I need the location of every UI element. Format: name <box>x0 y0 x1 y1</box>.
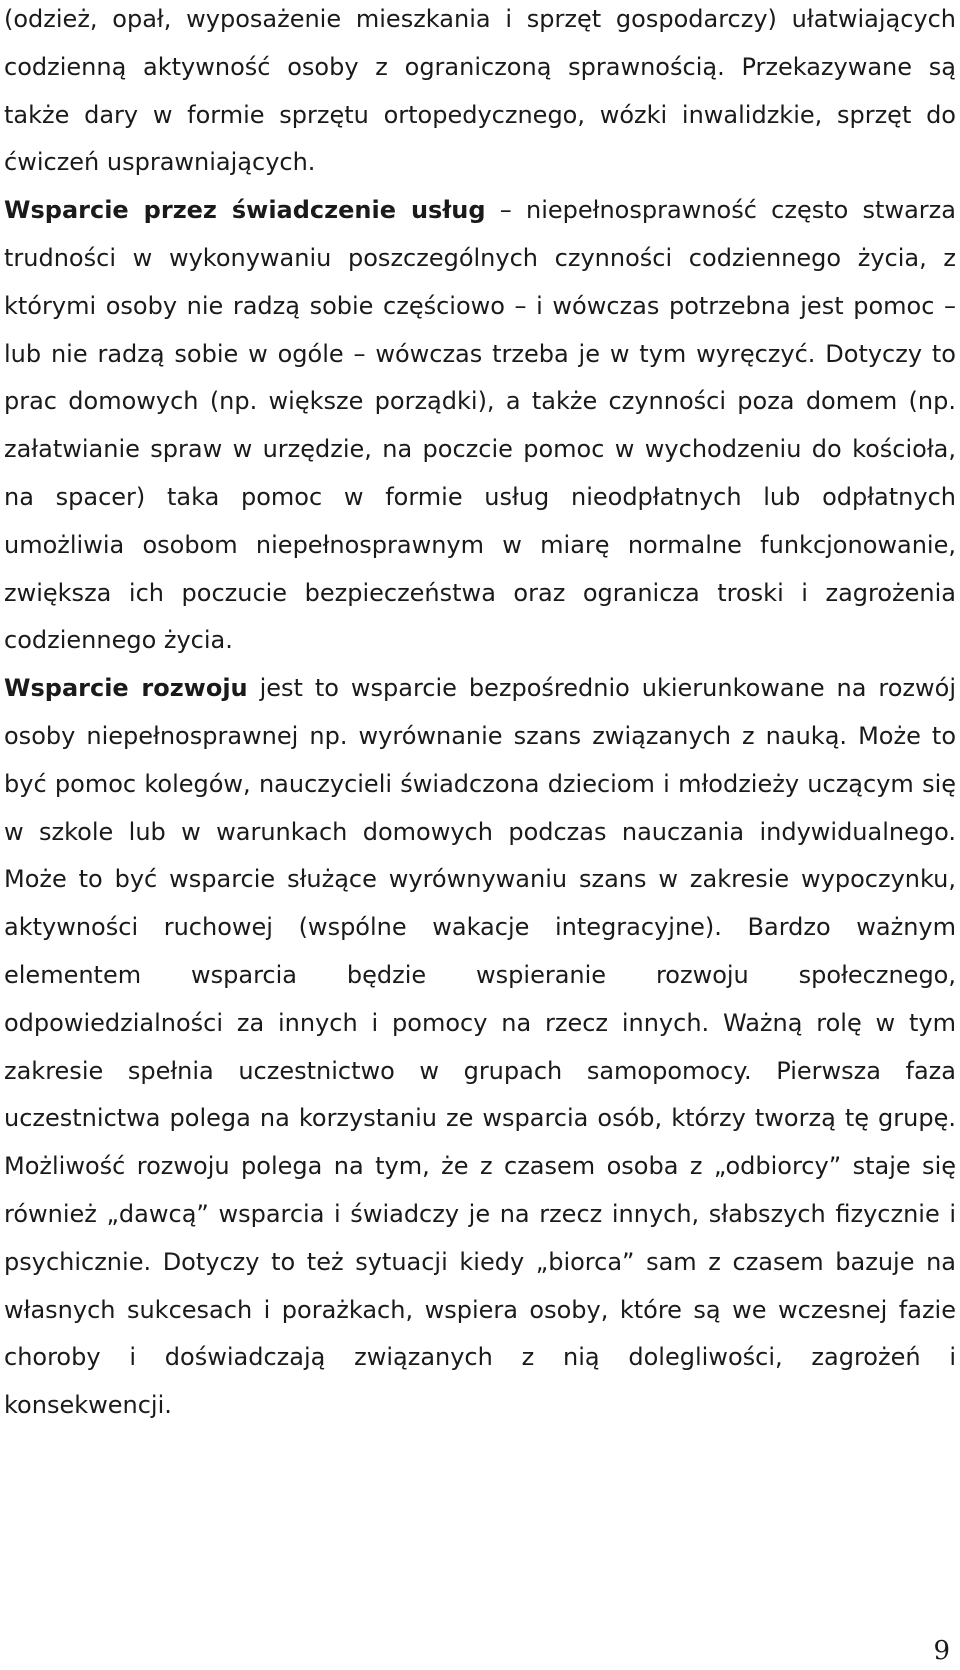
paragraph-continuation <box>4 0 956 187</box>
body-text <box>4 0 956 1430</box>
paragraph-service-support <box>4 187 956 665</box>
paragraph-text: (odzież, opał, wyposażenie mieszkania i sprzęt gospodarczy) ułatwiających codzienną aktywność osoby z ograniczoną sprawnością. Przekazywane są także dary w formie sprzętu ortopedycznego, wózki inwalidzkie, sprzęt do ćwiczeń usprawniających. <box>4 5 956 177</box>
paragraph-heading: Wsparcie przez świadczenie usług <box>4 196 486 225</box>
page-number: 9 <box>933 1636 950 1666</box>
paragraph-text: – niepełnosprawność często stwarza trudności w wykonywaniu poszczególnych czynności codziennego życia, z którymi osoby nie radzą sobie częściowo – i wówczas potrzebna jest pomoc – lub nie radzą sobie w ogóle – wówczas trzeba je w tym wyręczyć. Dotyczy to prac domowych (np. większe porządki), a także czynności poza domem (np. załatwianie spraw w urzędzie, na poczcie pomoc w wychodzeniu do kościoła, na spacer) taka pomoc w formie usług nieodpłatnych lub odpłatnych umożliwia osobom niepełnosprawnym w miarę normalne funkcjonowanie, zwiększa ich poczucie bezpieczeństwa oraz ogranicza troski i zagrożenia codziennego życia. <box>4 196 956 655</box>
paragraph-heading: Wsparcie rozwoju <box>4 674 248 703</box>
paragraph-text: jest to wsparcie bezpośrednio ukierunkowane na rozwój osoby niepełnosprawnej np. wyrównanie szans związanych z nauką. Może to być pomoc kolegów, nauczycieli świadczona dzieciom i młodzieży uczącym się w szkole lub w warunkach domowych podczas nauczania indywidualnego. Może to być wsparcie służące wyrównywaniu szans w zakresie wypoczynku, aktywności ruchowej (wspólne wakacje integracyjne). Bardzo ważnym elementem wsparcia będzie wspieranie rozwoju społecznego, odpowiedzialności za innych i pomocy na rzecz innych. Ważną rolę w tym zakresie spełnia uczestnictwo w grupach samopomocy. Pierwsza faza uczestnictwa polega na korzystaniu ze wsparcia osób, którzy tworzą tę grupę. Możliwość rozwoju polega na tym, że z czasem osoba z „odbiorcy” staje się również „dawcą” wsparcia i świadczy je na rzecz innych, słabszych fizycznie i psychicznie. Dotyczy to też sytuacji kiedy „biorca” sam z czasem bazuje na własnych sukcesach i porażkach, wspiera osoby, które są we wczesnej fazie choroby i doświadczają związanych z nią dolegliwości, zagrożeń i konsekwencji. <box>4 674 956 1420</box>
paragraph-development-support <box>4 665 956 1430</box>
